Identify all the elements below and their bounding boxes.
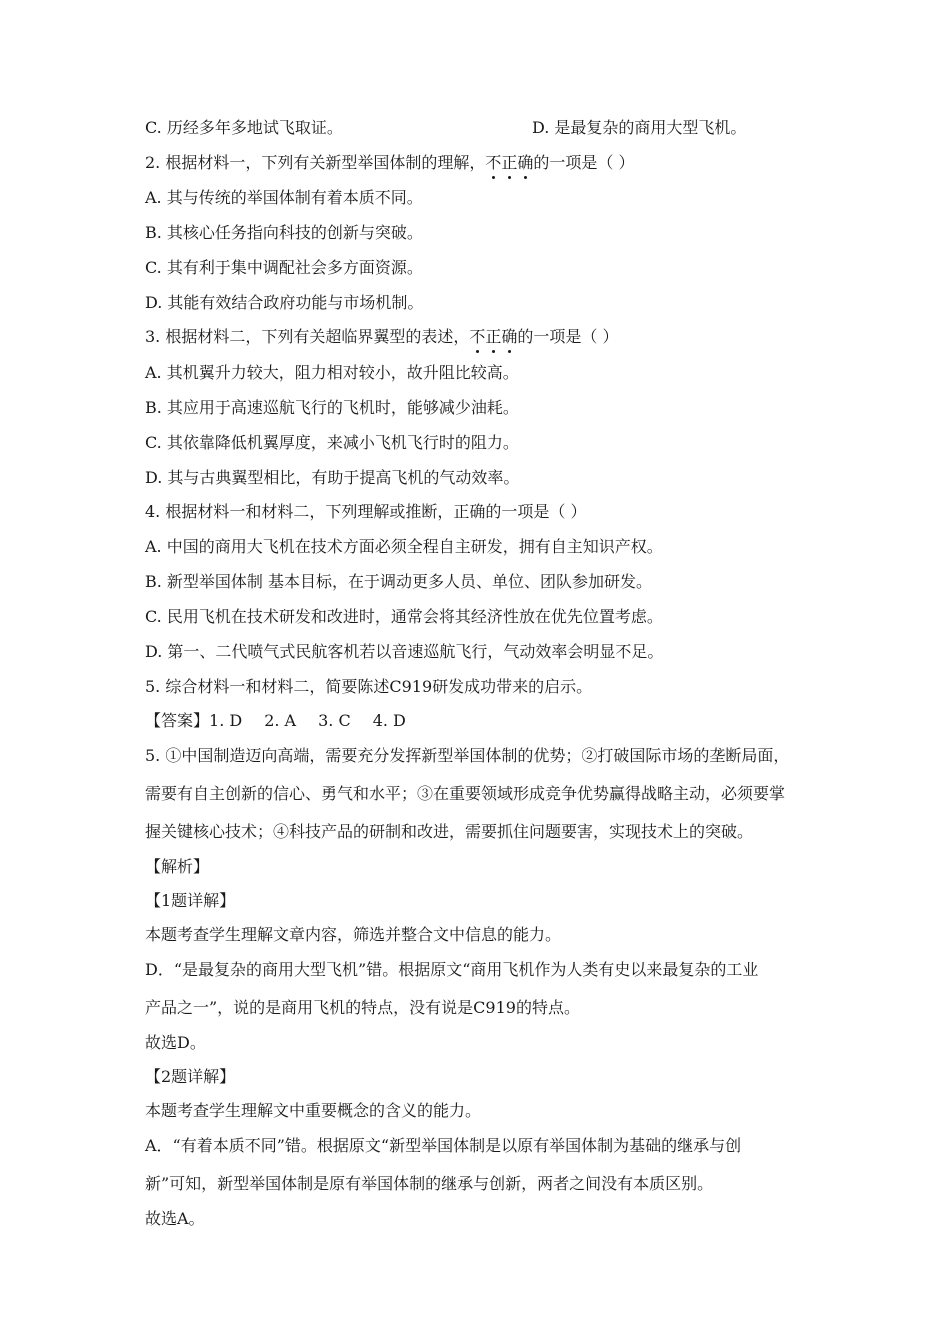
q4-option: D. 第一、二代喷气式民航客机若以音速巡航飞行，气动效率会明显不足。	[145, 642, 664, 661]
analysis-q1-line: 本题考查学生理解文章内容，筛选并整合文中信息的能力。	[145, 925, 562, 944]
q3-stem-post: 的一项是（ ）	[517, 327, 619, 346]
answer-q5-line: 5. ①中国制造迈向高端，需要充分发挥新型举国体制的优势；②打破国际市场的垄断局面，	[145, 746, 790, 765]
q4-option: A. 中国的商用大飞机在技术方面必须全程自主研发，拥有自主知识产权。	[145, 537, 663, 556]
analysis-q1-heading: 【1题详解】	[145, 891, 236, 910]
answer-item: 4. D	[372, 711, 406, 730]
analysis-q2-line: A．“有着本质不同”错。根据原文“新型举国体制是以原有举国体制为基础的继承与创	[145, 1136, 742, 1155]
q5-stem: 5. 综合材料一和材料二，简要陈述C919研发成功带来的启示。	[145, 677, 593, 696]
answer-line	[145, 711, 406, 731]
q4-stem: 4. 根据材料一和材料二，下列理解或推断，正确的一项是（ ）	[145, 502, 587, 521]
q3-option: C. 其依靠降低机翼厚度，来减小飞机飞行时的阻力。	[145, 433, 519, 452]
analysis-q2-line: 新”可知，新型举国体制是原有举国体制的继承与创新，两者之间没有本质区别。	[145, 1174, 714, 1193]
q3-emph-char: 正	[485, 327, 502, 346]
analysis-q2-heading: 【2题详解】	[145, 1067, 236, 1086]
answer-item: 3. C	[318, 711, 351, 730]
q4-option: B. 新型举国体制 基本目标，在于调动更多人员、单位、团队参加研发。	[145, 572, 653, 591]
answer-q5-line: 握关键核心技术；④科技产品的研制和改进，需要抓住问题要害，实现技术上的突破。	[145, 822, 754, 841]
q2-stem-pre: 2. 根据材料一，下列有关新型举国体制的理解，	[145, 153, 486, 172]
answer-label: 【答案】	[145, 711, 210, 730]
q3-option: B. 其应用于高速巡航飞行的飞机时，能够减少油耗。	[145, 398, 519, 417]
q3-option: A. 其机翼升力较大，阻力相对较小，故升阻比较高。	[145, 363, 519, 382]
q2-option: C. 其有利于集中调配社会多方面资源。	[145, 258, 423, 277]
answer-item: 2. A	[264, 711, 297, 730]
analysis-q1-line: 故选D。	[145, 1033, 206, 1052]
q2-stem	[145, 153, 635, 173]
q3-option: D. 其与古典翼型相比，有助于提高飞机的气动效率。	[145, 468, 520, 487]
analysis-label: 【解析】	[145, 857, 210, 876]
answer-q5-line: 需要有自主创新的信心、勇气和水平；③在重要领域形成竞争优势赢得战略主动，必须要掌	[145, 784, 786, 803]
analysis-q1-line: 产品之一”，说的是商用飞机的特点，没有说是C919的特点。	[145, 998, 580, 1017]
q2-emph-char: 不	[485, 153, 502, 172]
answer-item: 1. D	[209, 711, 243, 730]
q1-option-c: C. 历经多年多地试飞取证。	[145, 118, 343, 137]
q2-emph-char: 确	[517, 153, 534, 172]
q2-option: D. 其能有效结合政府功能与市场机制。	[145, 293, 424, 312]
q2-option: B. 其核心任务指向科技的创新与突破。	[145, 223, 423, 242]
q3-stem-pre: 3. 根据材料二，下列有关超临界翼型的表述，	[145, 327, 470, 346]
q2-stem-post: 的一项是（ ）	[533, 153, 635, 172]
q2-emph-char: 正	[501, 153, 518, 172]
q3-emph-char: 不	[469, 327, 486, 346]
q3-emph-char: 确	[501, 327, 518, 346]
analysis-q2-line: 本题考查学生理解文中重要概念的含义的能力。	[145, 1101, 482, 1120]
q2-option: A. 其与传统的举国体制有着本质不同。	[145, 188, 423, 207]
analysis-q1-line: D．“是最复杂的商用大型飞机”错。根据原文“商用飞机作为人类有史以来最复杂的工业	[145, 960, 759, 979]
q3-stem	[145, 327, 619, 347]
q4-option: C. 民用飞机在技术研发和改进时，通常会将其经济性放在优先位置考虑。	[145, 607, 663, 626]
q1-option-d: D. 是最复杂的商用大型飞机。	[532, 118, 747, 137]
analysis-q2-line: 故选A。	[145, 1209, 205, 1228]
